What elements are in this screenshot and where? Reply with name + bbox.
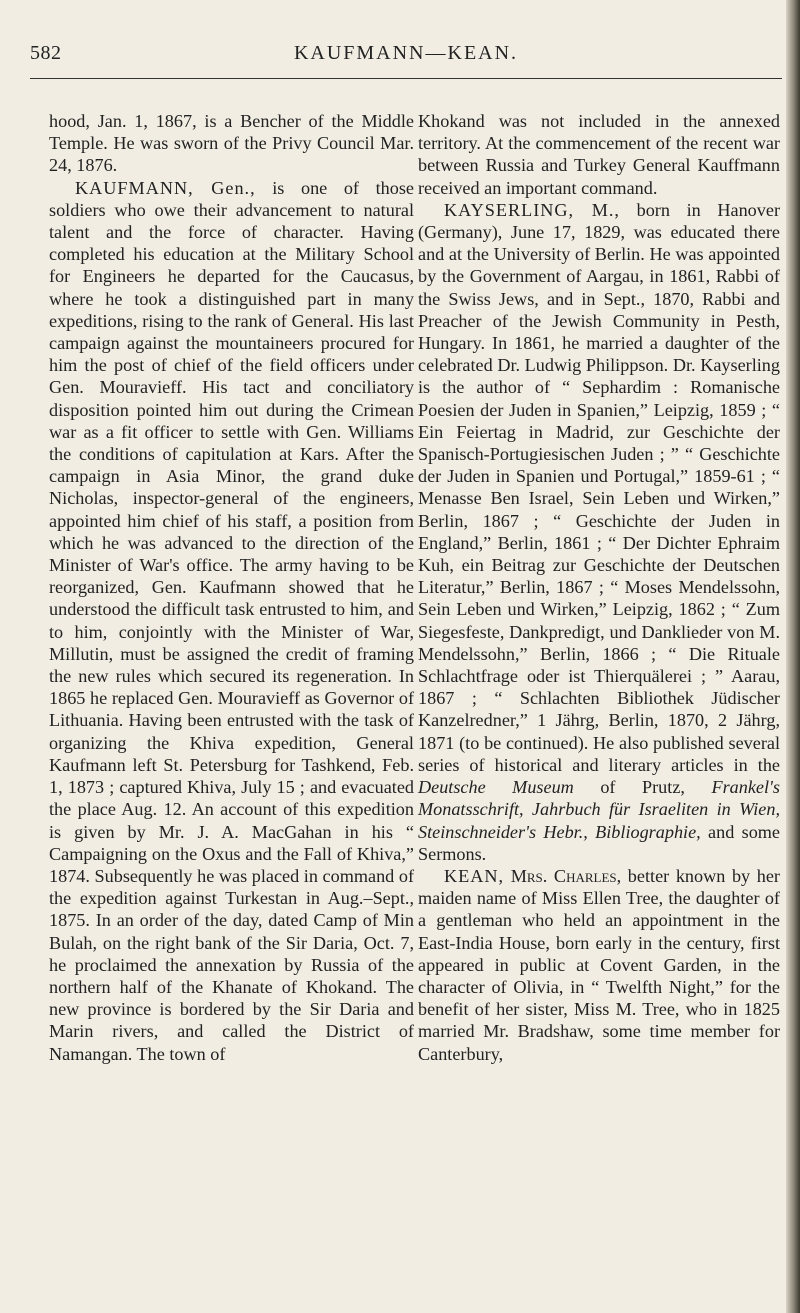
- entry-body: born in Hanover (Germany), June 17, 1829, was educated there and at the University of Berlin. He was appointed by the Government of Aargau, in 1861, Rabbi of the Swiss Jews, and in Sept., 1870, Rabbi and Preacher of the Jewish Community in Pesth, Hungary. In 1861, he married a daughter of the celebrated Dr. Ludwig Philippson. Dr. Kayserling is the author of “ Sephardim : Romanische Poesien der Juden in Spanien,” Leipzig, 1859 ; “ Ein Feiertag in Madrid, zur Geschichte der Spanisch-Portugiesischen Juden ; ” “ Geschichte der Juden in Spanien und Portugal,” 1859-61 ; “ Menasse Ben Israel, Sein Leben und Wirken,” Berlin, 1867 ; “ Geschichte der Juden in England,” Berlin, 1861 ; “ Der Dichter Ephraim Kuh, ein Beitrag zur Geschichte der Deutschen Literatur,” Berlin, 1867 ; “ Moses Mendelssohn, Sein Leben und Wirken,” Leipzig, 1862 ; “ Zum Siegesfeste, Dankpredigt, und Danklieder von M. Mendelssohn,” Berlin, 1866 ; “ Die Rituale Schlachtfrage oder ist Thierquälerei ; ” Aarau, 1867 ; “ Schlachten Bibliothek Jüdischer Kanzelredner,” 1 Jährg, Berlin, 1870, 2 Jährg, 1871 (to be continued). He also published several series of historical and literary articles in the: [418, 199, 780, 775]
- entry-heading: KEAN,: [444, 865, 505, 886]
- running-head: KAUFMANN—KEAN.: [293, 42, 519, 64]
- header-rule: [30, 78, 782, 79]
- entry-heading: KAYSERLING, M.,: [444, 199, 620, 220]
- left-column: [49, 110, 414, 1065]
- entry-italic-title: Deutsche Museum: [418, 777, 574, 798]
- right-column: [418, 110, 780, 1065]
- page-header: [30, 42, 782, 82]
- continued-entry: hood, Jan. 1, 1867, is a Bencher of the Middle Temple. He was sworn of the Privy Council Mar. 24, 1876.: [49, 111, 414, 176]
- entry-subheading: Mrs. Charles,: [504, 865, 622, 886]
- entry-body: of Prutz,: [573, 777, 712, 798]
- entry-kean: [418, 865, 780, 1065]
- entry-italic-title: Frankel's Monatsschrift, Jahrbuch für Israeliten in Wien, Steinschneider's Hebr., Bibliographie,: [418, 777, 780, 842]
- continued-entry: Khokand was not included in the annexed territory. At the commencement of the recent war between Russia and Turkey General Kauffmann received an important command.: [418, 111, 780, 198]
- entry-kayserling: [418, 199, 780, 865]
- entry-body: and some Sermons.: [418, 821, 781, 864]
- entry-kaufmann: [49, 177, 414, 1065]
- entry-body: better known by her maiden name of Miss Ellen Tree, the daughter of a gentleman who held an appointment in the East-India House, born early in the century, first appeared in public at Covent Garden, in the character of Olivia, in “ Twelfth Night,” for the benefit of her sister, Miss M. Tree, who in 1825 married Mr. Bradshaw, some time member for Canterbury,: [418, 865, 780, 1064]
- entry-body: is one of those soldiers who owe their advancement to natural talent and the force of character. Having completed his education at the Military School for Engineers he departed for the Caucasus, where he took a distinguished part in many expeditions, rising to the rank of General. His last campaign against the mountaineers procured for him the post of chief of the field officers under Gen. Mouravieff. His tact and conciliatory disposition pointed him out during the Crimean war as a fit officer to settle with Gen. Williams the conditions of capitulation at Kars. After the campaign in Asia Minor, the grand duke Nicholas, inspector-general of the engineers, appointed him chief of his staff, a position from which he was advanced to the direction of the Minister of War's office. The army having to be reorganized, Gen. Kaufmann showed that he understood the difficult task entrusted to him, and to him, conjointly with the Minister of War, Millutin, must be assigned the credit of framing the new rules which secured its regeneration. In 1865 he replaced Gen. Mouravieff as Governor of Lithuania. Having been entrusted with the task of organizing the Khiva expedition, General Kaufmann left St. Petersburg for Tashkend, Feb. 1, 1873 ; captured Khiva, July 15 ; and evacuated the place Aug. 12. An account of this expedition is given by Mr. J. A. MacGahan in his “ Campaigning on the Oxus and the Fall of Khiva,” 1874. Subsequently he was placed in command of the expedition against Turkestan in Aug.–Sept., 1875. In an order of the day, dated Camp of Min Bulah, on the right bank of the Sir Daria, Oct. 7, he proclaimed the annexation by Russia of the northern half of the Khanate of Khokand. The new province is bordered by the Sir Daria and Marin rivers, and called the District of Namangan. The town of: [49, 177, 414, 1064]
- page-edge-shadow: [786, 0, 800, 1313]
- page-number: 582: [30, 42, 62, 64]
- entry-heading: KAUFMANN, Gen.,: [75, 177, 256, 198]
